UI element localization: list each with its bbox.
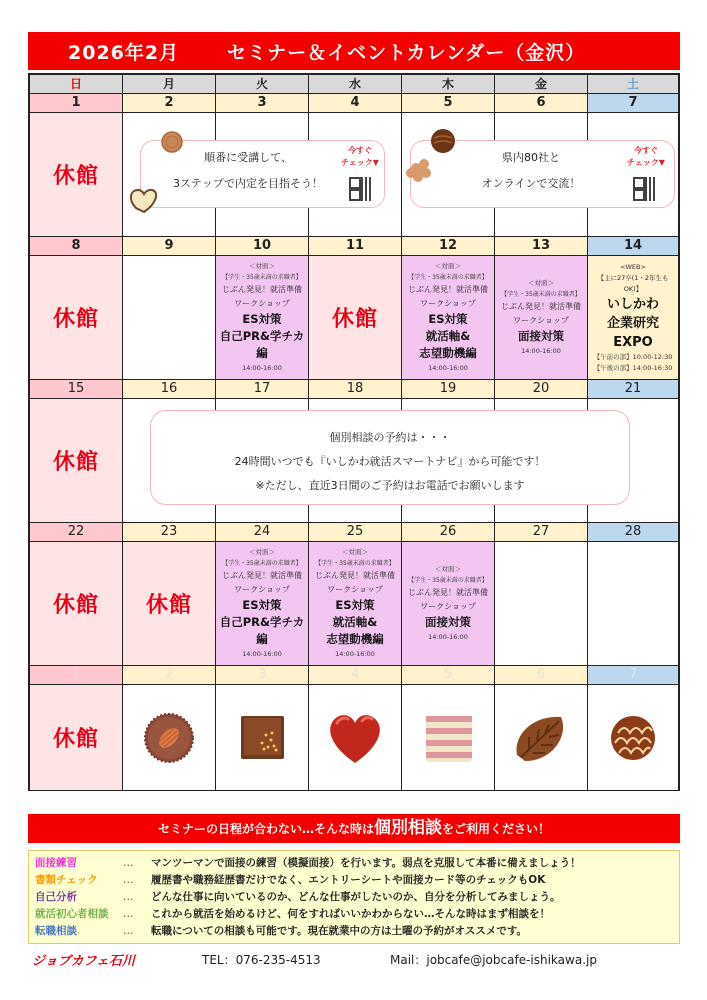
closed-label: 休館 — [52, 727, 99, 752]
event-target: 【学生・35歳未満の求職者】 — [222, 559, 302, 567]
event-es-axis-motivation[interactable] — [402, 256, 495, 380]
event-time: 14:00-16:00 — [428, 632, 468, 641]
leaf-chocolate-icon — [495, 685, 588, 791]
date-cell: 20 — [495, 380, 588, 399]
weekday-tue: 火 — [216, 75, 309, 94]
date-cell: 25 — [309, 523, 402, 542]
consultation-banner — [28, 814, 680, 843]
closed-day — [123, 542, 216, 666]
event-title: 自己PR&学チカ編 — [219, 328, 305, 360]
banner-text: セミナーの日程が合わない…そんな時は — [157, 822, 374, 836]
date-cell: 10 — [216, 237, 309, 256]
event-series: じぶん発見！就活準備 — [408, 587, 488, 597]
legend-item — [35, 889, 673, 906]
week-1-dates — [30, 94, 678, 113]
footer — [28, 948, 680, 970]
legend-key: 転職相談 — [35, 925, 77, 937]
striped-chocolate-icon — [402, 685, 495, 791]
date-cell: 15 — [30, 380, 123, 399]
day-cell — [216, 685, 309, 791]
week-4-content — [30, 542, 678, 666]
closed-day — [30, 685, 123, 791]
date-cell: 26 — [402, 523, 495, 542]
event-format: ＜対面＞ — [435, 261, 461, 270]
event-title: いしかわ — [606, 296, 659, 312]
event-format: ＜対面＞ — [435, 564, 461, 573]
jobcafe-logo: ジョブカフェ石川 — [32, 953, 135, 969]
event-series: ワークショップ — [234, 298, 290, 308]
event-time: 14:00-16:00 — [428, 363, 468, 372]
legend-item — [35, 872, 673, 889]
legend-desc: マンツーマンで面接の練習（模擬面接）を行います。弱点を克服して本番に備えましょう！ — [151, 857, 581, 869]
legend-dots: … — [123, 908, 134, 920]
date-cell: 4 — [309, 666, 402, 685]
day-cell — [123, 256, 216, 380]
bubble-text: 順番に受講して、 3ステップで内定を目指そう！ — [172, 151, 324, 190]
legend-desc: 転職についての相談も可能です。現在就業中の方は土曜の予約がオススメです。 — [151, 925, 528, 937]
event-es-axis-motivation[interactable] — [309, 542, 402, 666]
week-4-dates — [30, 523, 678, 542]
date-cell: 8 — [30, 237, 123, 256]
event-interview[interactable] — [402, 542, 495, 666]
closed-day — [30, 542, 123, 666]
service-legend — [28, 850, 680, 944]
event-title: ES対策 — [428, 311, 468, 326]
legend-item — [35, 855, 673, 872]
event-series: じぶん発見！就活準備 — [222, 284, 302, 294]
date-cell: 22 — [30, 523, 123, 542]
event-format: ＜対面＞ — [528, 278, 554, 287]
event-series: じぶん発見！就活準備 — [315, 570, 395, 580]
legend-item — [35, 906, 673, 923]
event-time: 14:00-16:00 — [242, 363, 282, 372]
date-cell: 1 — [30, 666, 123, 685]
consultation-notice — [150, 410, 630, 505]
date-cell: 12 — [402, 237, 495, 256]
event-target: 【学生・35歳未満の求職者】 — [408, 576, 488, 584]
event-title: 志望動機編 — [419, 345, 477, 360]
event-series: ワークショップ — [420, 298, 476, 308]
closed-label: 休館 — [52, 164, 99, 189]
date-cell: 3 — [216, 94, 309, 113]
event-title: ES対策 — [242, 597, 282, 612]
date-cell: 21 — [588, 380, 678, 399]
qr-code-icon[interactable] — [349, 177, 373, 201]
event-title: 企業研究EXPO — [606, 315, 659, 350]
weekday-sat: 土 — [588, 75, 678, 94]
event-format: ＜対面＞ — [249, 547, 275, 556]
date-cell: 14 — [588, 237, 678, 256]
event-series: じぶん発見！就活準備 — [222, 570, 302, 580]
date-cell: 24 — [216, 523, 309, 542]
legend-desc: これから就活を始めるけど、何をすればいいかわからない…そんな時はまず相談を！ — [151, 908, 550, 920]
date-cell: 13 — [495, 237, 588, 256]
date-cell: 17 — [216, 380, 309, 399]
weekday-fri: 金 — [495, 75, 588, 94]
banner-emphasis: 個別相談 — [374, 818, 442, 838]
weekday-mon: 月 — [123, 75, 216, 94]
event-target: 【主に27卒(1・2年生も — [597, 273, 669, 282]
date-cell: 28 — [588, 523, 678, 542]
event-title: 就活軸& — [425, 328, 471, 343]
legend-key: 自己分析 — [35, 891, 77, 903]
event-series: ワークショップ — [327, 584, 383, 594]
date-cell: 23 — [123, 523, 216, 542]
page-title — [28, 32, 680, 70]
date-cell: 11 — [309, 237, 402, 256]
closed-day — [30, 256, 123, 380]
closed-day — [309, 256, 402, 380]
event-time: 14:00-16:00 — [335, 649, 375, 658]
date-cell: 5 — [402, 94, 495, 113]
legend-dots: … — [123, 925, 134, 937]
event-target: 【学生・35歳未満の求職者】 — [408, 273, 488, 281]
legend-desc: どんな仕事に向いているのか、どんな仕事がしたいのか、自分を分析してみましょう。 — [151, 891, 561, 903]
event-es-self-pr[interactable] — [216, 542, 309, 666]
chocolate-decoration-icon — [404, 126, 456, 186]
date-cell: 18 — [309, 380, 402, 399]
date-cell: 5 — [402, 666, 495, 685]
date-cell: 6 — [495, 666, 588, 685]
week-2-dates — [30, 237, 678, 256]
closed-label: 休館 — [52, 307, 99, 332]
weekday-wed: 水 — [309, 75, 402, 94]
round-cookie-icon — [160, 130, 184, 154]
legend-dots: … — [123, 891, 134, 903]
date-cell: 16 — [123, 380, 216, 399]
date-cell: 6 — [495, 94, 588, 113]
event-series: じぶん発見！就活準備 — [501, 301, 581, 311]
event-title: 面接対策 — [518, 328, 564, 343]
date-cell: 7 — [588, 94, 678, 113]
event-series: じぶん発見！就活準備 — [408, 284, 488, 294]
email-address[interactable]: Mail：jobcafe@jobcafe-ishikawa.jp — [390, 952, 597, 967]
heart-chocolate-icon — [309, 685, 402, 791]
date-cell: 1 — [30, 94, 123, 113]
event-title: 志望動機編 — [326, 631, 384, 646]
event-series: ワークショップ — [513, 315, 569, 325]
closed-day — [30, 113, 123, 237]
date-cell: 3 — [216, 666, 309, 685]
bubble-text: 県内80社と オンラインで交流！ — [481, 151, 581, 190]
date-cell: 4 — [309, 94, 402, 113]
date-cell: 2 — [123, 94, 216, 113]
event-time: 14:00-16:00 — [242, 649, 282, 658]
day-cell — [309, 685, 402, 791]
event-title: 就活軸& — [332, 614, 378, 629]
week-5-dates — [30, 666, 678, 685]
week-5-content — [30, 685, 678, 791]
legend-dots: … — [123, 857, 134, 869]
event-target: 【学生・35歳未満の求職者】 — [222, 273, 302, 281]
title-text: セミナー＆イベントカレンダー（金沢） — [227, 41, 586, 64]
event-time: 14:00-16:00 — [521, 346, 561, 355]
event-expo[interactable] — [588, 256, 678, 380]
closed-label: 休館 — [331, 307, 378, 332]
closed-label: 休館 — [52, 450, 99, 475]
closed-day — [30, 399, 123, 523]
square-chocolate-icon — [216, 685, 309, 791]
closed-label: 休館 — [52, 593, 99, 618]
weekday-header — [30, 75, 678, 94]
event-format: ＜対面＞ — [342, 547, 368, 556]
almond-chocolate-icon — [123, 685, 216, 791]
event-title: ES対策 — [335, 597, 375, 612]
event-title: 面接対策 — [425, 614, 471, 629]
check-now-label: 今すぐ チェック▼ — [627, 146, 665, 167]
round-pattern-chocolate-icon — [588, 685, 678, 791]
day-cell — [402, 685, 495, 791]
event-time: 【午前の部】10:00-12:30 — [593, 352, 673, 361]
date-cell: 9 — [123, 237, 216, 256]
day-cell — [495, 542, 588, 666]
week-3-dates — [30, 380, 678, 399]
date-cell: 27 — [495, 523, 588, 542]
banner-text: をご利用ください！ — [442, 822, 551, 836]
event-es-self-pr[interactable] — [216, 256, 309, 380]
date-cell: 2 — [123, 666, 216, 685]
event-title: ES対策 — [242, 311, 282, 326]
event-format: <WEB> — [620, 262, 646, 271]
event-target: 【学生・35歳未満の求職者】 — [315, 559, 395, 567]
title-month: 2026年2月 — [68, 41, 180, 64]
event-format: ＜対面＞ — [249, 261, 275, 270]
notice-line: 個別相談の予約は・・・ — [329, 431, 451, 444]
day-cell — [588, 542, 678, 666]
week-2-content — [30, 256, 678, 380]
qr-code-icon[interactable] — [633, 177, 657, 201]
check-now-label: 今すぐ チェック▼ — [341, 146, 379, 167]
day-cell — [495, 685, 588, 791]
legend-key: 面接練習 — [35, 857, 77, 869]
legend-desc: 履歴書や職務経歴書だけでなく、エントリーシートや面接カード等のチェックもOK — [151, 874, 546, 886]
notice-line: 24時間いつでも『いしかわ就活スマートナビ』から可能です！ — [234, 455, 546, 468]
phone-number[interactable]: TEL：076-235-4513 — [202, 952, 321, 967]
day-cell — [588, 685, 678, 791]
event-time: 【午後の部】14:00-16:30 — [593, 363, 673, 372]
event-series: ワークショップ — [420, 601, 476, 611]
legend-dots: … — [123, 874, 134, 886]
event-target: 【学生・35歳未満の求職者】 — [501, 290, 581, 298]
date-cell: 7 — [588, 666, 678, 685]
event-interview[interactable] — [495, 256, 588, 380]
weekday-sun: 日 — [30, 75, 123, 94]
legend-item — [35, 923, 673, 940]
legend-key: 就活初心者相談 — [35, 908, 109, 920]
closed-label: 休館 — [145, 593, 192, 618]
notice-line: ※ただし、直近3日間のご予約はお電話でお願いします — [255, 479, 525, 492]
weekday-thu: 木 — [402, 75, 495, 94]
event-series: ワークショップ — [234, 584, 290, 594]
event-target: OK)】 — [623, 284, 643, 293]
day-cell — [123, 685, 216, 791]
date-cell: 19 — [402, 380, 495, 399]
legend-key: 書類チェック — [35, 874, 98, 886]
event-title: 自己PR&学チカ編 — [219, 614, 305, 646]
